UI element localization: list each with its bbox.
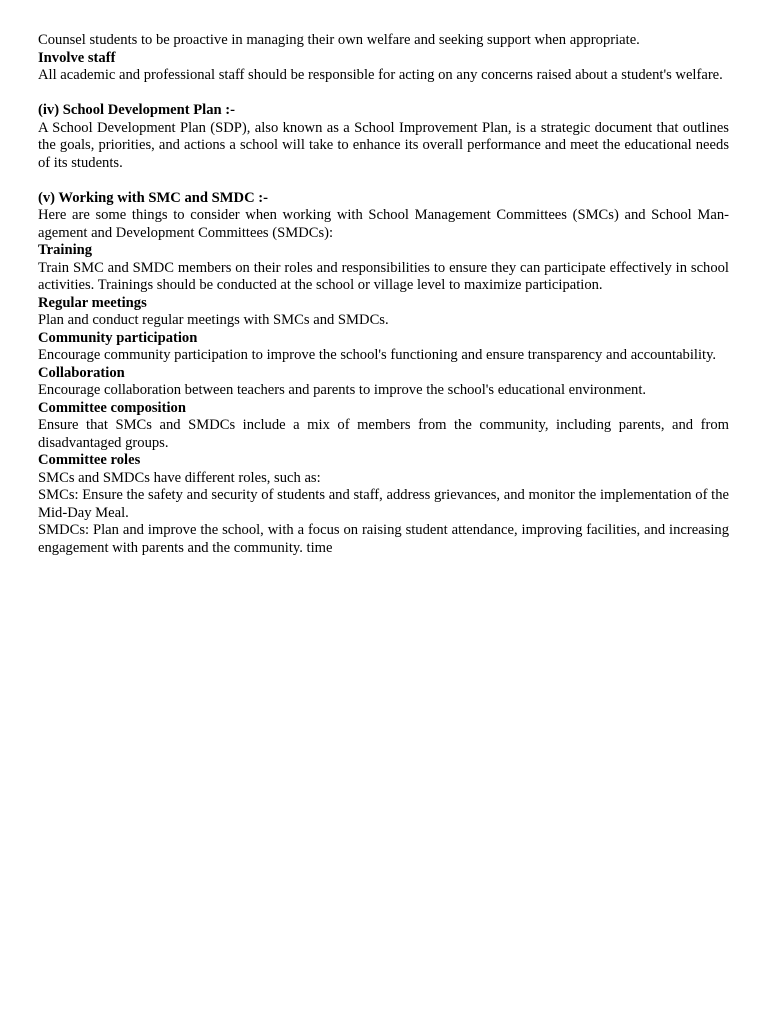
section-spacer: [38, 172, 729, 190]
community-participation-paragraph: Encourage community participation to improve the school's functioning and ensure transparency and accountability.: [38, 347, 717, 363]
committee-composition-paragraph: Ensure that SMCs and SMDCs include a mix of members from the community, including parents, and from disadvantaged groups.: [38, 417, 729, 451]
training-heading: Training: [38, 242, 93, 258]
collaboration-paragraph: Encourage collaboration between teachers and parents to improve the school's educational environment.: [38, 382, 647, 398]
smdc-role-paragraph: SMDCs: Plan and improve the school, with a focus on raising student attendance, improving facilities, and increasing engagement with parents and the community. time: [38, 522, 729, 556]
sdp-paragraph: A School Development Plan (SDP), also known as a School Improvement Plan, is a strategic document that outlines the goals, priorities, and actions a school will take to enhance its overall performance and meet the educational needs of its students.: [38, 119, 729, 171]
collaboration-heading: Collaboration: [38, 364, 125, 381]
counsel-paragraph: Counsel students to be proactive in managing their own welfare and seeking support when appropriate.: [38, 32, 640, 48]
smc-heading: (v) Working with SMC and SMDC :-: [38, 189, 269, 206]
committee-composition-heading: Committee composition: [38, 399, 186, 416]
document-page: [38, 32, 729, 557]
community-participation-heading: Community participation: [38, 329, 198, 346]
regular-meetings-paragraph: Plan and conduct regular meetings with SMCs and SMDCs.: [38, 312, 389, 328]
regular-meetings-heading: Regular meetings: [38, 294, 147, 311]
committee-roles-heading: Committee roles: [38, 452, 141, 468]
smc-role-paragraph: SMCs: Ensure the safety and security of students and staff, address grievances, and monitor the implementation of the Mid-Day Meal.: [38, 487, 729, 521]
training-paragraph: Train SMC and SMDC members on their roles and responsibilities to ensure they can participate effectively in school activities. Trainings should be conducted at the school or village level to maximize participation.: [38, 259, 729, 293]
committee-roles-paragraph: SMCs and SMDCs have different roles, such as:: [38, 469, 321, 486]
smc-intro-paragraph: Here are some things to consider when working with School Management Committees (SMCs) and School Management and Development Committees (SMDCs):: [38, 207, 729, 241]
sdp-heading: (iv) School Development Plan :-: [38, 102, 235, 118]
involve-staff-heading: Involve staff: [38, 49, 116, 66]
section-spacer: [38, 85, 729, 103]
involve-staff-paragraph: All academic and professional staff should be responsible for acting on any concerns raised about a student's welfare.: [38, 67, 723, 83]
